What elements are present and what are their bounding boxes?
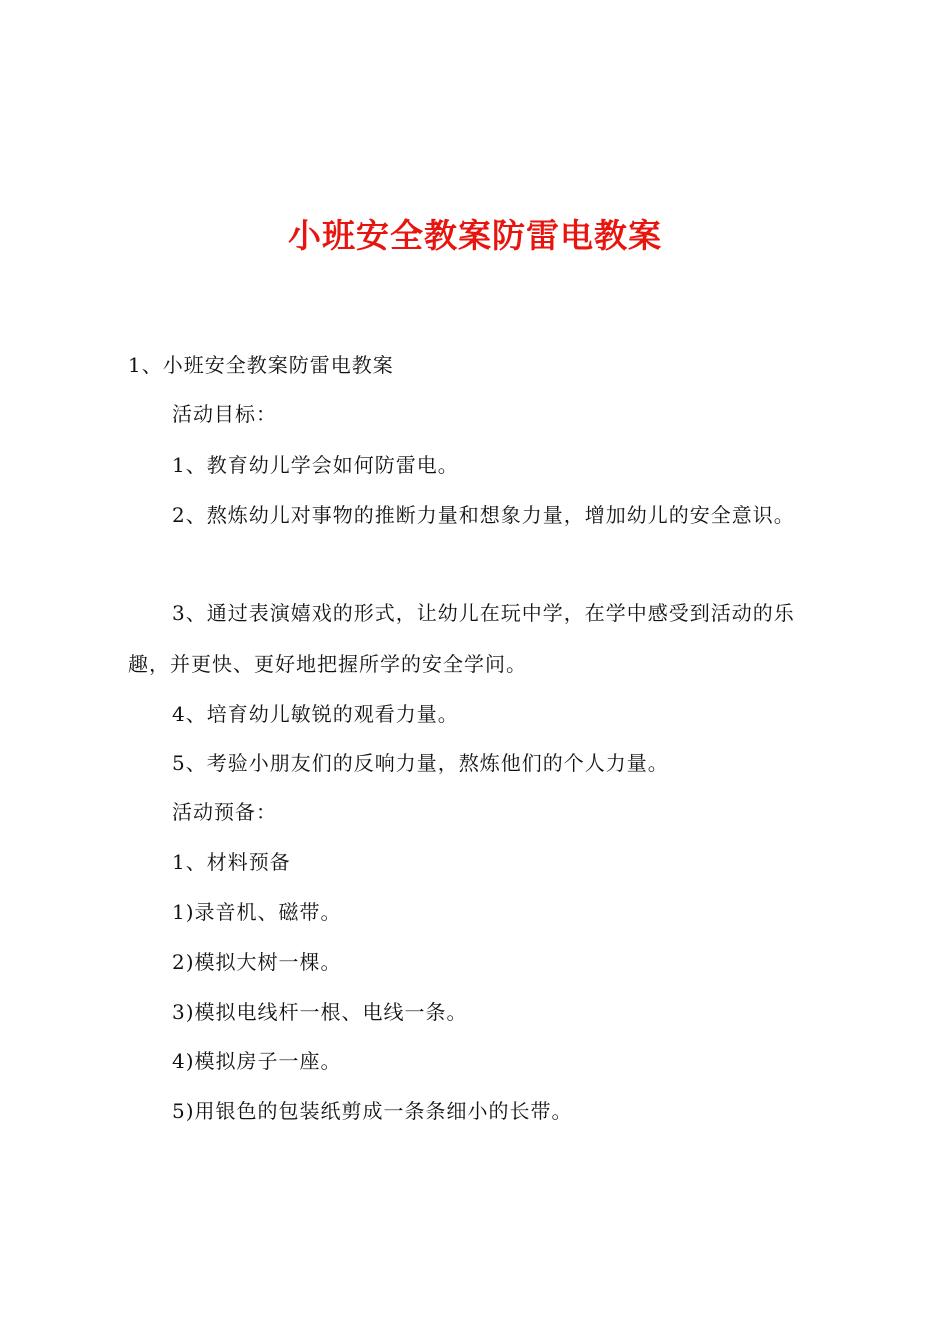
goal-item-2: 2、熬炼幼儿对事物的推断力量和想象力量，增加幼儿的安全意识。 (172, 503, 795, 527)
activity-goals-label: 活动目标： (172, 402, 277, 426)
goal-item-5: 5、考验小朋友们的反响力量，熬炼他们的个人力量。 (172, 751, 669, 775)
goal-item-3: 3、通过表演嬉戏的形式，让幼儿在玩中学，在学中感受到活动的乐 (172, 601, 795, 625)
material-item-2: 2)模拟大树一棵。 (172, 950, 342, 974)
goal-item-1: 1、教育幼儿学会如何防雷电。 (172, 453, 459, 477)
material-item-5: 5)用银色的包装纸剪成一条条细小的长带。 (172, 1099, 573, 1123)
material-item-1: 1)录音机、磁带。 (172, 900, 342, 924)
goal-item-3-continued: 趣，并更快、更好地把握所学的安全学问。 (128, 652, 527, 676)
section-heading: 1、小班安全教案防雷电教案 (128, 353, 394, 377)
goal-item-4: 4、培育幼儿敏锐的观看力量。 (172, 702, 459, 726)
prep-item-1: 1、材料预备 (172, 850, 291, 874)
material-item-4: 4)模拟房子一座。 (172, 1049, 342, 1073)
material-item-3: 3)模拟电线杆一根、电线一条。 (172, 1000, 468, 1024)
page-title: 小班安全教案防雷电教案 (288, 216, 662, 255)
activity-prep-label: 活动预备： (172, 800, 277, 824)
